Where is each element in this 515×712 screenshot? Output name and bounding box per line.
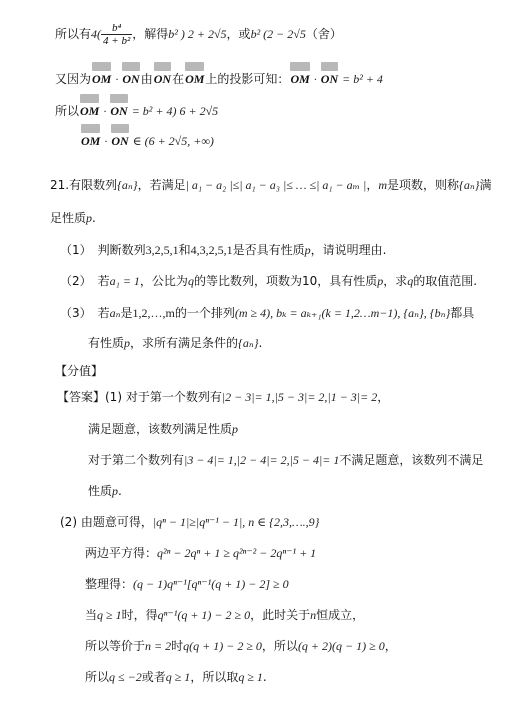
math-run: q: [407, 274, 414, 288]
text-run: 的取值范围.: [413, 274, 478, 288]
text-run: 又因为: [55, 72, 92, 86]
vector-symbol: ON: [154, 62, 171, 88]
text-run: ，若满足: [137, 178, 186, 192]
text-run: ，公比为: [139, 274, 188, 288]
text-run: 上的投影可知：: [205, 72, 290, 86]
text-run: 或者: [141, 670, 166, 684]
text-run: .: [258, 336, 263, 350]
math-run: {aₙ}: [238, 336, 259, 350]
line-2: [55, 62, 383, 88]
vector-symbol: ON: [111, 124, 128, 150]
text-run: 时: [171, 639, 184, 653]
line-14: [88, 451, 483, 469]
math-run: |qⁿ − 1|≥|qⁿ⁻¹ − 1|, n ∈ {2,3,….,9}: [152, 515, 320, 529]
text-run: 和: [178, 243, 191, 257]
text-run: （2） 若: [60, 274, 110, 288]
text-run: ，求所有满足条件的: [130, 336, 239, 350]
vector-symbol: OM: [81, 124, 100, 150]
vector-symbol: ON: [321, 62, 338, 88]
text-run: ，请说明理由.: [310, 243, 387, 257]
text-run: ，此时关于: [250, 608, 311, 622]
text-run: （舍）: [305, 27, 342, 41]
text-run: 两边平方得：: [85, 546, 158, 560]
line-11: [55, 362, 103, 380]
text-run: .: [118, 484, 122, 498]
math-run: ∈ (6 + 2√5, +∞): [129, 134, 214, 148]
text-run: （1） 判断数列: [60, 243, 146, 257]
math-run: qⁿ⁻¹(q + 1) − 2 ≥ 0: [157, 608, 251, 622]
text-run: 恒成立，: [316, 608, 365, 622]
text-run: ，解得: [132, 27, 169, 41]
text-run: 由: [140, 72, 153, 86]
line-13: [88, 420, 238, 438]
math-run: |2 − 3|= 1,|5 − 3|= 2,|1 − 3|= 2: [221, 390, 378, 404]
text-run: 满足题意，该数列满足性质: [88, 422, 233, 436]
text-run: 性质: [88, 484, 113, 498]
text-run: 时，得: [121, 608, 158, 622]
line-10: [88, 334, 262, 352]
text-run: 的等比数列，项数为10，具有性质: [193, 274, 378, 288]
fraction-denominator: 4 + b²: [103, 35, 131, 47]
math-run: b² ) 2 + 2√5: [168, 27, 227, 41]
vector-symbol: ON: [110, 94, 127, 120]
math-run: = b² + 4) 6 + 2√5: [128, 104, 219, 118]
math-run: n = 2: [145, 639, 172, 653]
line-9: [60, 304, 474, 322]
text-run: 所以有: [55, 27, 92, 41]
text-run: ，求: [383, 274, 408, 288]
text-run: 的一个排列: [174, 306, 235, 320]
line-15: [88, 482, 122, 500]
text-run: (2) 由题意可得，: [60, 515, 153, 529]
text-run: 当: [85, 608, 98, 622]
math-run: p: [232, 422, 239, 436]
vector-symbol: OM: [290, 62, 309, 88]
line-5: [50, 176, 492, 194]
text-run: 有性质: [88, 336, 125, 350]
math-run: ·: [112, 72, 122, 86]
text-run: ，所以取: [190, 670, 239, 684]
text-run: ，所以: [261, 639, 298, 653]
text-run: 都具: [450, 306, 475, 320]
text-run: 21.有限数列: [50, 178, 118, 192]
text-run: 对于第二个数列有: [88, 453, 185, 467]
line-20: [85, 637, 397, 655]
text-run: ，: [377, 390, 390, 404]
line-7: [60, 241, 387, 259]
math-run: q ≤ −2: [109, 670, 142, 684]
text-run: 满: [479, 178, 492, 192]
vector-symbol: OM: [80, 94, 99, 120]
text-run: ，或: [226, 27, 251, 41]
line-12: [57, 388, 389, 406]
math-run: | a₁ − a₂ |≤| a₁ − a₃ |≤ … ≤| a₁ − aₘ |: [185, 178, 367, 192]
math-run: q ≥ 1: [97, 608, 122, 622]
text-run: 所以: [85, 670, 110, 684]
math-run: n: [310, 608, 317, 622]
fraction-numerator: b⁴: [101, 22, 132, 35]
math-run: ·: [101, 134, 111, 148]
math-run: = b² + 4: [339, 72, 383, 86]
line-18: [85, 575, 289, 593]
text-run: 不满足题意，该数列不满足: [339, 453, 484, 467]
line-16: [60, 513, 319, 531]
line-3: [55, 94, 218, 120]
math-run: q(q + 1) − 2 ≥ 0: [183, 639, 262, 653]
line-6: [50, 209, 96, 227]
math-run: (q + 2)(q − 1) ≥ 0: [297, 639, 385, 653]
text-run: 【分值】: [55, 364, 104, 378]
text-run: 是: [120, 306, 133, 320]
math-run: p: [377, 274, 384, 288]
vector-symbol: OM: [92, 62, 111, 88]
text-run: 整理得：: [85, 577, 134, 591]
math-run: p: [304, 243, 311, 257]
math-run: (q − 1)qⁿ⁻¹[qⁿ⁻¹(q + 1) − 2] ≥ 0: [133, 577, 289, 591]
math-run: q: [187, 274, 194, 288]
text-run: .: [92, 211, 96, 225]
line-4: [80, 124, 214, 150]
text-run: （3） 若: [60, 306, 110, 320]
math-run: p: [124, 336, 131, 350]
math-run: p: [86, 211, 93, 225]
text-run: 足性质: [50, 211, 87, 225]
math-run: {aₙ}: [117, 178, 138, 192]
text-run: ，: [366, 178, 379, 192]
line-8: [60, 272, 477, 290]
math-run: {aₙ}: [459, 178, 480, 192]
text-run: .: [262, 670, 267, 684]
math-run: q ≥ 1: [165, 670, 191, 684]
math-run: ·: [310, 72, 320, 86]
text-run: 是否具有性质: [232, 243, 305, 257]
text-run: 是项数，则称: [387, 178, 460, 192]
text-run: 在: [172, 72, 185, 86]
math-run: m: [378, 178, 387, 192]
line-19: [85, 606, 364, 624]
text-run: 所以: [55, 104, 80, 118]
math-run: aₙ: [109, 306, 121, 320]
math-run: b² (2 − 2√5: [250, 27, 306, 41]
math-run: 1,2,…,m: [132, 306, 175, 320]
math-run: q ≥ 1: [238, 670, 263, 684]
text-run: 所以等价于: [85, 639, 146, 653]
math-run: 3,2,5,1: [145, 243, 179, 257]
line-1: [55, 22, 342, 47]
math-run: |3 − 4|= 1,|2 − 4|= 2,|5 − 4|= 1: [184, 453, 340, 467]
text-run: ，: [384, 639, 397, 653]
math-run: 4,3,2,5,1: [190, 243, 233, 257]
text-run: 【答案】(1) 对于第一个数列有: [57, 390, 222, 404]
line-21: [85, 668, 267, 686]
fraction: [101, 22, 132, 47]
math-run: p: [112, 484, 119, 498]
vector-symbol: ON: [122, 62, 139, 88]
math-run: (m ≥ 4), bₖ = aₖ₊₁(k = 1,2…m−1), {aₙ}, {bₙ}: [234, 306, 451, 320]
math-run: ·: [100, 104, 110, 118]
math-run: a₁ = 1: [109, 274, 140, 288]
math-run: q²ⁿ − 2qⁿ + 1 ≥ q²ⁿ⁻² − 2qⁿ⁻¹ + 1: [157, 546, 317, 560]
line-17: [85, 544, 316, 562]
vector-symbol: OM: [185, 62, 204, 88]
math-run: 4(: [91, 27, 102, 41]
